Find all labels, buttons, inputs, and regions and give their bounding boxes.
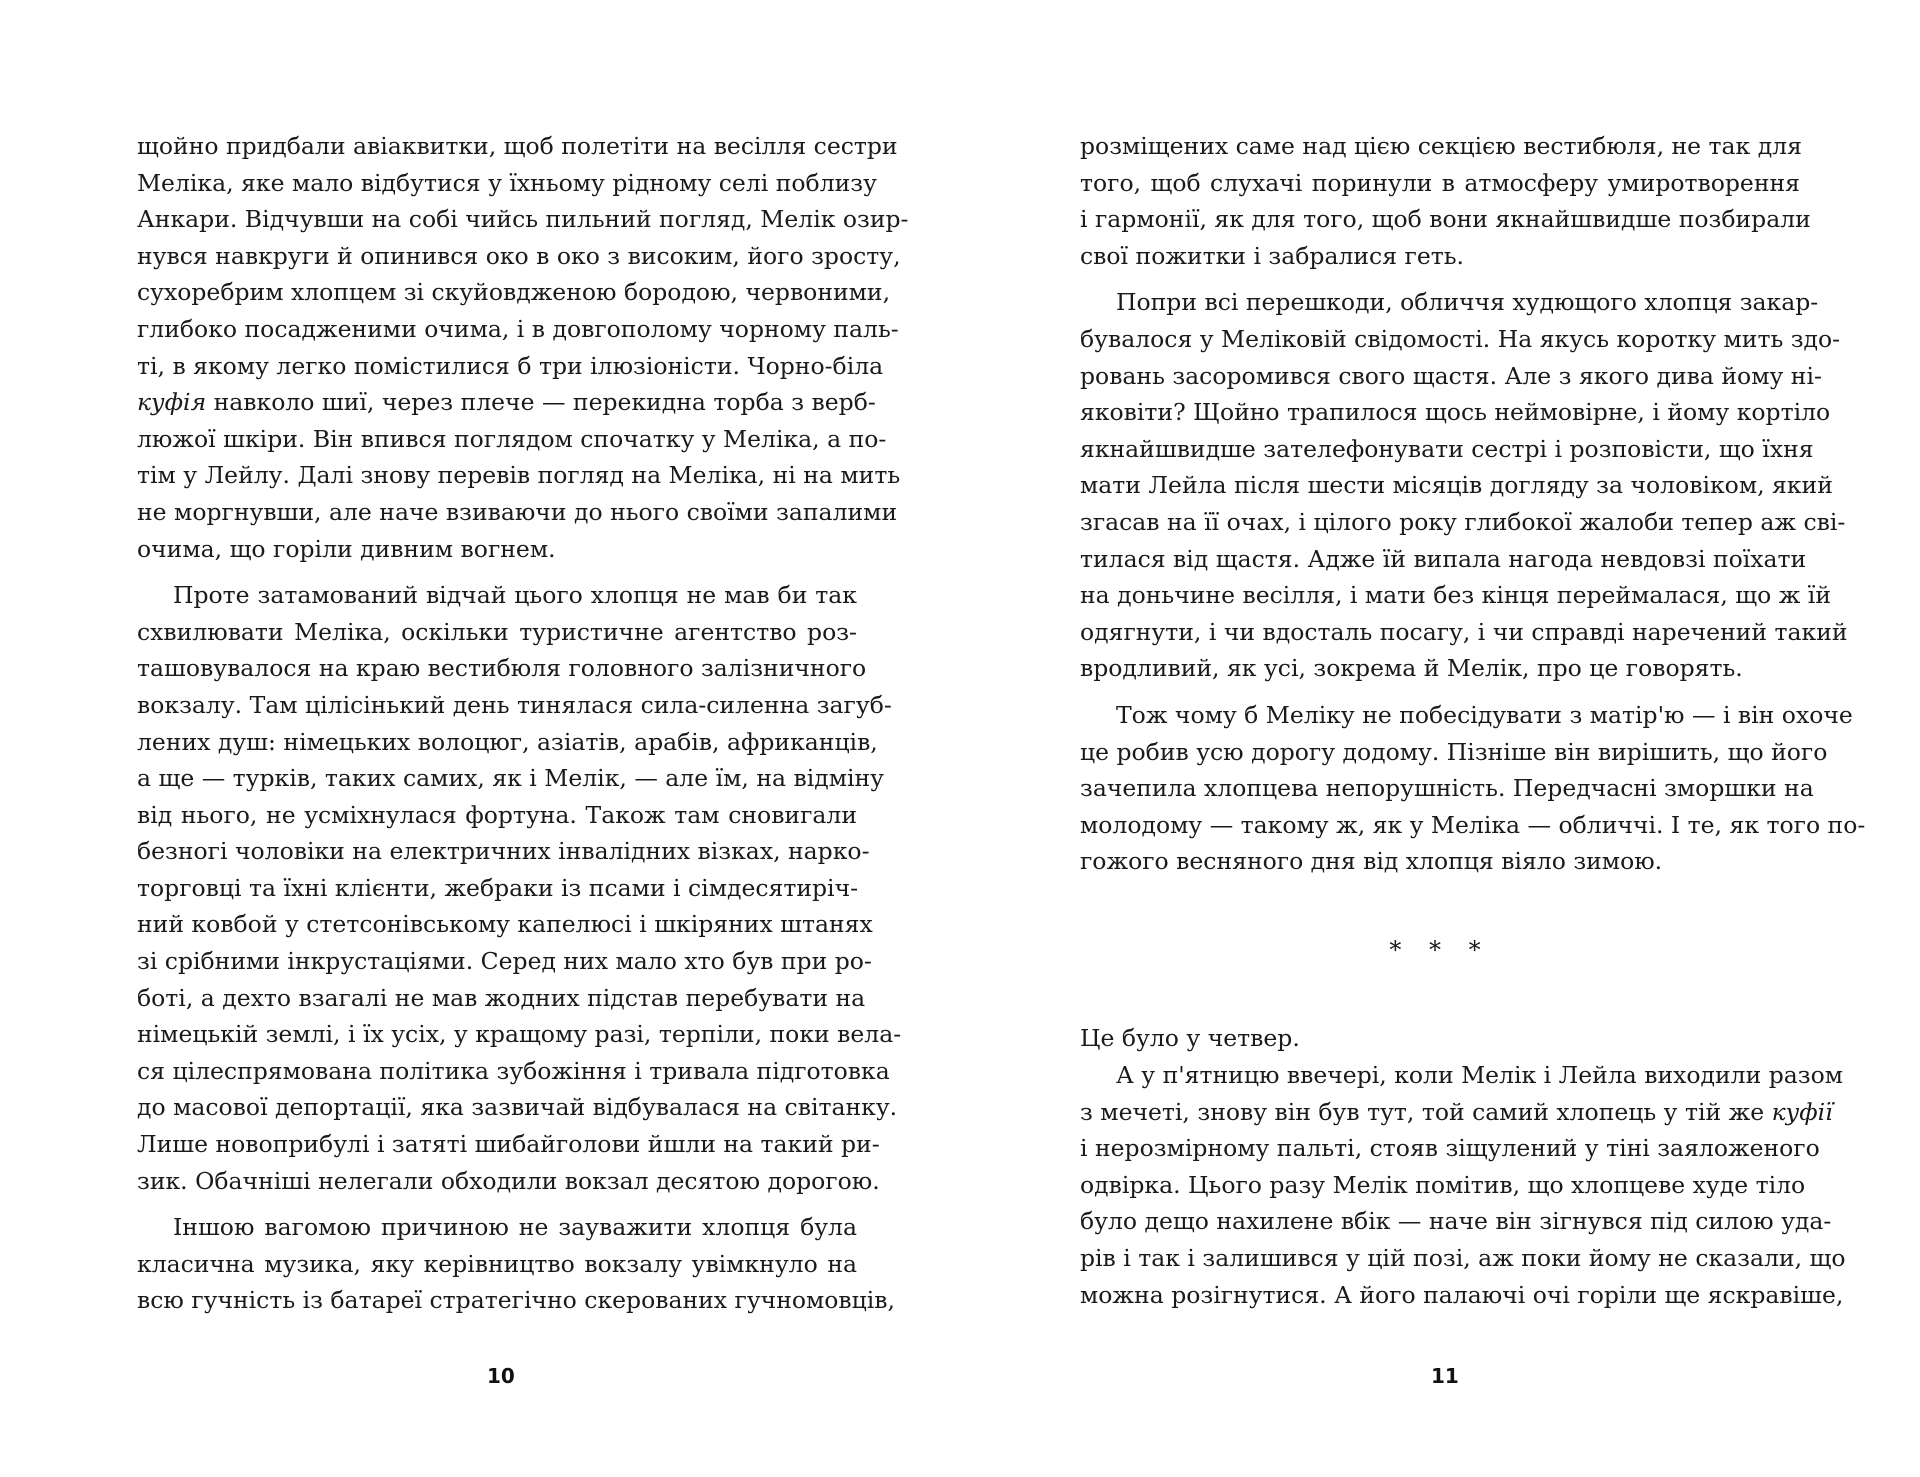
text-line: безногі чоловіки на електричних інвалідних візках, нарко- — [137, 837, 870, 866]
text-line: очима, що горіли дивним вогнем. — [137, 534, 556, 563]
text-line: мати Лейла після шести місяців догляду за чоловіком, який — [1080, 471, 1833, 500]
text-line-with-italic: з мечеті, знову він був тут, той самий хлопець у тій же куфії — [1080, 1097, 1833, 1126]
paragraph-start: А у п'ятницю ввечері, коли Мелік і Лейла виходили разом — [1116, 1061, 1844, 1090]
text-line: якнайшвидше зателефонувати сестрі і розповісти, що їхня — [1080, 434, 1814, 463]
text-line: зі срібними інкрустаціями. Серед них мало хто був при ро- — [137, 947, 872, 976]
right-page-text — [1080, 128, 1866, 1313]
text-line: схвилювати Меліка, оскільки туристичне агентство роз- — [137, 617, 857, 646]
text-line: вокзалу. Там цілісінький день тинялася сила-силенна загуб- — [137, 690, 892, 719]
text-line: боті, а дехто взагалі не мав жодних підстав перебувати на — [137, 983, 866, 1012]
paragraph-start: Проте затамований відчай цього хлопця не мав би так — [173, 581, 857, 610]
text-line: нувся навкруги й опинився око в око з високим, його зросту, — [137, 241, 901, 270]
text-line: до масової депортації, яка зазвичай відбувалася на світанку. — [137, 1093, 898, 1122]
text-line: ровань засоромився свого щастя. Але з якого дива йому ні- — [1080, 361, 1822, 390]
paragraph-start: Іншою вагомою причиною не зауважити хлопця була — [173, 1213, 857, 1242]
text-line: зик. Обачніші нелегали обходили вокзал десятою дорогою. — [137, 1166, 880, 1195]
paragraph-start: Тож чому б Меліку не побесідувати з матір'ю — і він охоче — [1116, 700, 1853, 729]
text-line: ташовувалося на краю вестибюля головного залізничного — [137, 654, 867, 683]
text-line: зачепила хлопцева непорушність. Передчасні зморшки на — [1080, 774, 1814, 803]
text-line: лених душ: німецьких волоцюг, азіатів, арабів, африканців, — [137, 727, 878, 756]
text-line: глибоко посадженими очима, і в довгополому чорному паль- — [137, 314, 899, 343]
text-line: тилася від щастя. Адже їй випала нагода невдовзі поїхати — [1080, 544, 1807, 573]
text-line: розміщених саме над цією секцією вестибюля, не так для — [1080, 132, 1802, 160]
text-line: всю гучність із батареї стратегічно скерованих гучномовців, — [137, 1286, 895, 1315]
text-line: того, щоб слухачі поринули в атмосферу умиротворення — [1080, 168, 1800, 197]
text-line: це робив усю дорогу додому. Пізніше він вирішить, що його — [1080, 737, 1828, 766]
text-line: Лише новоприбулі і затяті шибайголови йшли на такий ри- — [137, 1130, 880, 1159]
text-line: люжої шкіри. Він впився поглядом спочатку у Меліка, а по- — [137, 424, 887, 453]
text-line: гожого весняного дня від хлопця віяло зимою. — [1080, 847, 1663, 876]
text-line: яковіти? Щойно трапилося щось неймовірне, і йому кортіло — [1080, 398, 1831, 427]
paragraph-start: Попри всі перешкоди, обличчя худющого хлопця закар- — [1116, 288, 1819, 317]
text-line: одягнути, і чи вдосталь посагу, і чи справді наречений такий — [1080, 617, 1848, 646]
text-line: від нього, не усміхнулася фортуна. Також там сновигали — [137, 800, 857, 829]
text-line: ний ковбой у стетсонівському капелюсі і шкіряних штанях — [137, 910, 873, 939]
text-line: німецькій землі, і їх усіх, у кращому разі, терпіли, поки вела- — [137, 1020, 902, 1049]
left-page-text — [137, 128, 909, 1319]
text-line: вродливий, як усі, зокрема й Мелік, про це говорять. — [1080, 654, 1743, 683]
text-line: ся цілеспрямована політика зубожіння і тривала підготовка — [137, 1056, 890, 1085]
text-line: можна розігнутися. А його палаючі очі горіли ще яскравіше, — [1080, 1280, 1844, 1309]
page-number-left: 10 — [487, 1364, 515, 1388]
text-line: рів і так і залишився у цій позі, аж поки йому не сказали, що — [1080, 1244, 1846, 1273]
text-line: тім у Лейлу. Далі знову перевів погляд на Меліка, ні на мить — [137, 461, 901, 490]
text-line: Це було у четвер. — [1080, 1024, 1300, 1053]
section-separator: * * * — [1389, 935, 1491, 964]
text-line: а ще — турків, таких самих, як і Мелік, — але їм, на відміну — [137, 764, 884, 793]
text-line: класична музика, яку керівництво вокзалу увімкнуло на — [137, 1249, 857, 1278]
text-line: щойно придбали авіаквитки, щоб полетіти на весілля сестри — [137, 132, 898, 160]
text-line: було дещо нахилене вбік — наче він зігнувся під силою уда- — [1080, 1207, 1832, 1236]
text-line: і нерозмірному пальті, стояв зіщулений у тіні заяложеного — [1080, 1134, 1820, 1163]
text-line: свої пожитки і забралися геть. — [1080, 241, 1464, 270]
page-number-right: 11 — [1431, 1364, 1459, 1388]
text-line: Меліка, яке мало відбутися у їхньому рідному селі поблизу — [137, 168, 877, 197]
text-line: бувалося у Меліковій свідомості. На якусь коротку мить здо- — [1080, 324, 1841, 353]
text-line: молодому — такому ж, як у Меліка — обличчі. І те, як того по- — [1080, 810, 1866, 839]
text-line: ті, в якому легко помістилися б три ілюзіоністи. Чорно-біла — [137, 351, 884, 380]
italic-word: куфії — [1771, 1097, 1833, 1126]
text-line-with-italic: куфія навколо шиї, через плече — перекидна торба з верб- — [137, 388, 876, 417]
text-line: на доньчине весілля, і мати без кінця переймалася, що ж їй — [1080, 581, 1831, 610]
text-line: згасав на її очах, і цілого року глибокої жалоби тепер аж сві- — [1080, 507, 1846, 536]
text-line: торговці та їхні клієнти, жебраки із псами і сімдесятиріч- — [137, 873, 859, 902]
text-line: Анкари. Відчувши на собі чийсь пильний погляд, Мелік озир- — [137, 205, 909, 234]
text-line: одвірка. Цього разу Мелік помітив, що хлопцеве худе тіло — [1080, 1170, 1806, 1199]
text-line: сухоребрим хлопцем зі скуйовдженою бородою, червоними, — [137, 278, 891, 307]
text-line: не моргнувши, але наче взиваючи до нього своїми запалими — [137, 497, 898, 526]
text-line: і гармонії, як для того, щоб вони якнайшвидше позбирали — [1080, 205, 1811, 234]
italic-word: куфія — [137, 388, 207, 417]
